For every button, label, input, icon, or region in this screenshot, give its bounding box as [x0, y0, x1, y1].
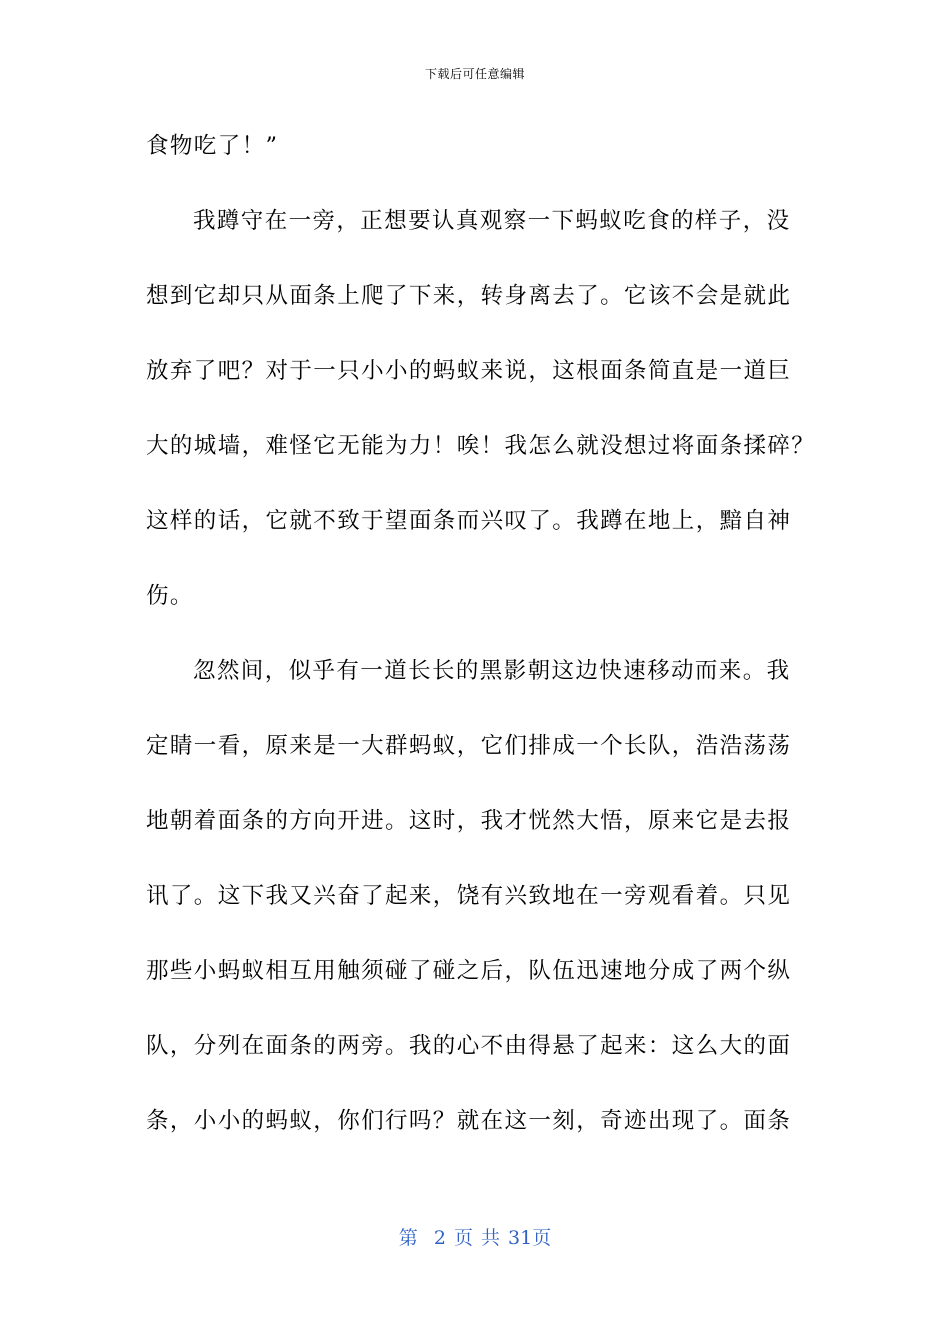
text-line: 那些小蚂蚁相互用触须碰了碰之后，队伍迅速地分成了两个纵 — [146, 958, 792, 984]
text-line: 忽然间，似乎有一道长长的黑影朝这边快速移动而来。我 — [193, 658, 791, 684]
text-line: 队，分列在面条的两旁。我的心不由得悬了起来：这么大的面 — [146, 1033, 792, 1059]
text-line: 定睛一看，原来是一大群蚂蚁，它们排成一个长队，浩浩荡荡 — [146, 733, 792, 759]
text-line: 这样的话，它就不致于望面条而兴叹了。我蹲在地上，黯自神 — [146, 508, 792, 534]
text-line: 放弃了吧？对于一只小小的蚂蚁来说，这根面条简直是一道巨 — [146, 358, 792, 384]
text-line: 讯了。这下我又兴奋了起来，饶有兴致地在一旁观看着。只见 — [146, 883, 792, 909]
text-line: 想到它却只从面条上爬了下来，转身离去了。它该不会是就此 — [146, 283, 792, 309]
text-line: 大的城墙，难怪它无能为力！唉！我怎么就没想过将面条揉碎？ — [146, 433, 816, 459]
text-line: 食物吃了！” — [146, 133, 279, 159]
text-line: 我蹲守在一旁，正想要认真观察一下蚂蚁吃食的样子，没 — [193, 208, 791, 234]
text-line: 地朝着面条的方向开进。这时，我才恍然大悟，原来它是去报 — [146, 808, 792, 834]
text-line: 伤。 — [146, 583, 194, 609]
page-header: 下载后可任意编辑 — [424, 67, 525, 81]
page-number-footer: 第 2 页 共 31页 — [398, 1227, 552, 1249]
text-line: 条，小小的蚂蚁，你们行吗？就在这一刻，奇迹出现了。面条 — [146, 1108, 792, 1134]
document-body — [146, 128, 816, 1178]
